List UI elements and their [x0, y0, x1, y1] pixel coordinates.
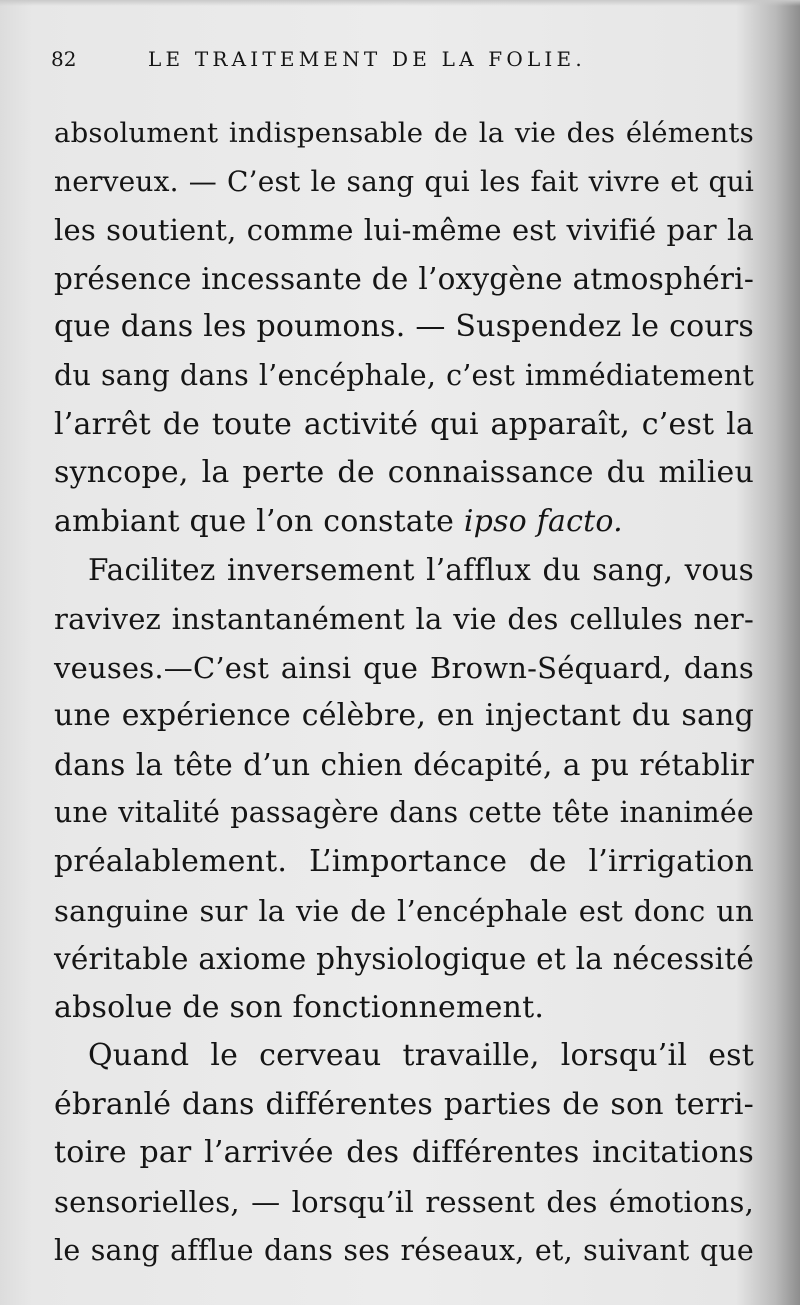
text-line-3: les soutient, comme lui-même est vivifié par la — [54, 213, 754, 248]
text-line-6: du sang dans l’encéphale, c’est immédiatement — [54, 358, 754, 392]
text-line-24: le sang afflue dans ses réseaux, et, suivant que — [54, 1233, 754, 1267]
text-line-4: présence incessante de l’oxygène atmosphéri- — [54, 261, 754, 296]
text-line-13: une expérience célèbre, en injectant du sang — [54, 698, 754, 734]
text-line-11: ravivez instantanément la vie des cellules ner- — [54, 601, 754, 636]
page-header — [0, 44, 800, 80]
text-line-12: veuses.—C’est ainsi que Brown-Séquard, dans — [54, 650, 754, 685]
text-line-23: sensorielles, — lorsqu’il ressent des émotions, — [54, 1185, 754, 1220]
text-line-10: Facilitez inversement l’afflux du sang, vous — [88, 553, 754, 588]
text-line-15: une vitalité passagère dans cette tête inanimée — [54, 796, 754, 830]
italic-phrase: ipso facto. — [463, 503, 623, 539]
text-line-5: que dans les poumons. — Suspendez le cours — [54, 309, 754, 345]
text-line-21: ébranlé dans différentes parties de son terri- — [54, 1086, 754, 1122]
paragraph-3 — [54, 1035, 754, 1278]
page-body-text — [54, 112, 754, 1278]
text-line-22: toire par l’arrivée des différentes incitations — [54, 1135, 754, 1171]
text-line-18: véritable axiome physiologique et la nécessité — [54, 942, 754, 977]
text-line-8: syncope, la perte de connaissance du milieu — [54, 455, 754, 491]
text-line-14: dans la tête d’un chien décapité, a pu rétablir — [54, 747, 754, 782]
text-line-1: absolument indispensable de la vie des éléments — [54, 117, 754, 149]
paragraph-1 — [54, 112, 754, 549]
page-top-edge — [0, 0, 800, 6]
text-line-9-roman: ambiant que l’on constate — [54, 503, 455, 539]
text-line-17: sanguine sur la vie de l’encéphale est donc un — [54, 893, 754, 928]
text-line-20: Quand le cerveau travaille, lorsqu’il est — [88, 1038, 754, 1074]
text-line-16: préalablement. L’importance de l’irrigation — [54, 843, 754, 879]
running-title: LE TRAITEMENT DE LA FOLIE. — [148, 47, 586, 71]
text-line-19: absolue de son fonctionnement. — [54, 989, 545, 1025]
page-number: 82 — [51, 47, 77, 71]
text-line-2: nerveux. — C’est le sang qui les fait vivre et qui — [54, 164, 754, 198]
text-line-7: l’arrêt de toute activité qui apparaît, c’est la — [54, 406, 754, 442]
paragraph-2 — [54, 549, 754, 1035]
text-line-9 — [54, 501, 754, 550]
